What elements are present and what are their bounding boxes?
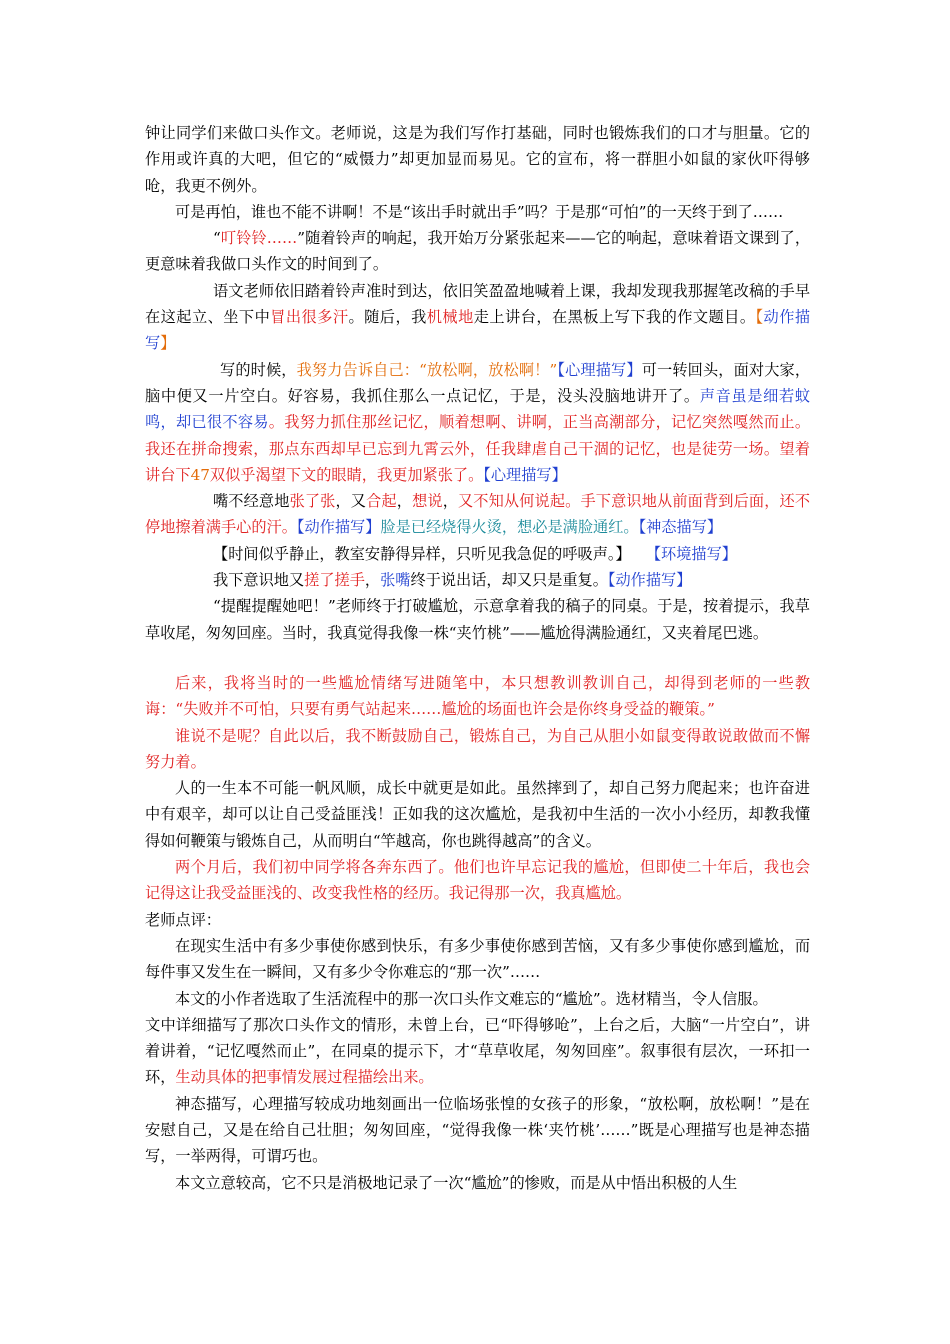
para-intro bbox=[145, 120, 810, 199]
text-segment: 【心理描写】 bbox=[483, 465, 567, 484]
text-segment: 。我努力抓住那丝记忆，顺着想啊、讲啊，正当高潮部分，记忆突然嘎然而止。我还在拼命搜索，那点东西却早已忘到九霄云外，任我肆虐自己干涸的记忆，也是徒劳一场。望着讲台下 bbox=[145, 413, 811, 484]
para-time bbox=[145, 541, 810, 567]
text-segment: 【心理描写】 bbox=[557, 360, 642, 379]
para-comment-1 bbox=[145, 933, 810, 986]
para-comment-4 bbox=[145, 1091, 810, 1170]
para-comment-3 bbox=[145, 1012, 810, 1091]
text-segment: 【环境描写】 bbox=[623, 544, 737, 563]
text-segment: 冒出很多汗 bbox=[270, 308, 349, 327]
text-segment: 本文立意较高，它不只是消极地记录了一次“尴尬”的惨败，而是从中悟出积极的人生 bbox=[175, 1173, 738, 1192]
text-segment: 【动作描写】 bbox=[607, 571, 692, 590]
para-two-months bbox=[145, 854, 810, 907]
text-segment: ”随着铃声的响起，我开始万分紧张起来——它的响起，意味着语文课到了，更意味着我做口头作文的时间到了。 bbox=[145, 229, 811, 274]
text-segment: “ bbox=[213, 229, 221, 248]
para-writing bbox=[145, 357, 810, 488]
text-segment: 钟让同学们来做口头作文。老师说，这是为我们写作打基础，同时也锻炼我们的口才与胆量。它的作用或许真的大吧，但它的“威慑力”却更加显而易见。它的宣布，将一群胆小如鼠的家伙吓得够呛，我更不例外。 bbox=[145, 124, 810, 195]
text-segment: 动作描写 bbox=[145, 308, 811, 353]
para-bell bbox=[145, 225, 810, 278]
para-remind bbox=[145, 593, 810, 646]
text-segment: 双似乎渴望下文的眼睛，我更加紧张了。 bbox=[209, 465, 484, 484]
text-segment: ， bbox=[396, 492, 413, 511]
para-mouth bbox=[145, 488, 810, 541]
text-segment: 机械地 bbox=[426, 308, 474, 327]
essay-page bbox=[145, 120, 810, 1196]
text-segment: 张了张 bbox=[289, 492, 336, 511]
para-comment-5 bbox=[145, 1170, 810, 1196]
para-comment-2 bbox=[145, 986, 810, 1012]
para-rub-hands bbox=[145, 567, 810, 593]
text-segment: 【 bbox=[755, 308, 764, 327]
text-segment: ， bbox=[364, 571, 381, 590]
text-segment: 老师点评： bbox=[145, 910, 221, 929]
text-segment: 语文老师依旧踏着铃声准时到达，依旧笑盈盈地喊着上课，我却发现我那握笔改稿的手早在这起立、坐下中 bbox=[145, 281, 810, 327]
text-segment: 搓了搓手 bbox=[304, 571, 365, 590]
text-segment: 】 bbox=[160, 334, 176, 353]
text-segment: 嘴不经意地 bbox=[213, 492, 290, 511]
text-segment: 后来，我将当时的一些尴尬情绪写进随笔中，本只想教训教训自己，却得到老师的一些教诲：“失败并不可怕，只要有勇气站起来……尴尬的场面也许会是你终身受益的鞭策。” bbox=[145, 673, 810, 719]
text-segment: 我下意识地又 bbox=[213, 571, 305, 590]
text-segment: 本文的小作者选取了生活流程中的那一次口头作文难忘的“尴尬”。选材精当，令人信服。 bbox=[175, 989, 768, 1008]
text-segment: 文中详细描写了那次口头作文的情形，未曾上台，已“吓得够呛”，上台之后，大脑“一片空白”，讲着讲着，“记忆嘎然而止”，在同桌的提示下，才“草草收尾，匆匆回座”。叙事很有层次，一环扣一环， bbox=[145, 1015, 810, 1087]
text-segment: 【动作描写】 bbox=[296, 518, 381, 537]
text-segment: 脸是已经烧得火烫，想必是满脸通红。 bbox=[380, 518, 639, 537]
text-segment: “提醒提醒她吧！”老师终于打破尴尬，示意拿着我的稿子的同桌。于是，按着提示，我草草收尾，匆匆回座。当时，我真觉得我像一株“夹竹桃”——尴尬得满脸通红，又夹着尾巴逃。 bbox=[145, 597, 810, 642]
text-segment: 又不知从何说起。手下意识地从前面背到后面，还不停地擦着满手心的汗。 bbox=[145, 492, 811, 537]
text-segment: 我努力告诉自己：“放松啊，放松啊！” bbox=[296, 360, 558, 379]
text-segment: 可一转回头，面对大家，脑中便又一片空白。好容易，我抓住那么一点记忆，于是，没头没脑地讲开了。 bbox=[145, 360, 811, 405]
text-segment: 想说 bbox=[412, 492, 443, 511]
text-segment: 两个月后，我们初中同学将各奔东西了。他们也许早忘记我的尴尬，但即使二十年后，我也会记得这让我受益匪浅的、改变我性格的经历。我记得那一次，我真尴尬。 bbox=[145, 858, 810, 903]
text-segment: 47 bbox=[190, 465, 210, 484]
text-segment: 【神态描写】 bbox=[638, 518, 723, 537]
para-later bbox=[145, 670, 810, 723]
text-segment: 谁说不是呢？自此以后，我不断鼓励自己，锻炼自己，为自己从胆小如鼠变得敢说敢做而不懈努力着。 bbox=[145, 726, 810, 771]
text-segment: 可是再怕，谁也不能不讲啊！不是“该出手时就出手”吗？于是那“可怕”的一天终于到了…… bbox=[175, 202, 784, 221]
para-who-says bbox=[145, 723, 810, 776]
paragraph-gap bbox=[145, 646, 810, 670]
para-afraid bbox=[145, 199, 810, 225]
para-comment-label bbox=[145, 907, 810, 933]
text-segment: 写的时候， bbox=[220, 360, 297, 379]
para-teacher-arrives bbox=[145, 278, 810, 357]
text-segment: 走上讲台，在黑板上写下我的作文题目。 bbox=[473, 308, 756, 327]
text-segment: 【时间似乎静止，教室安静得异样，只听见我急促的呼吸声。】 bbox=[213, 544, 624, 563]
text-segment: 在现实生活中有多少事使你感到快乐，有多少事使你感到苦恼，又有多少事使你感到尴尬，而每件事又发生在一瞬间，又有多少令你难忘的“那一次”…… bbox=[145, 936, 810, 982]
text-segment: 叮铃铃…… bbox=[220, 229, 298, 248]
para-life bbox=[145, 775, 810, 854]
text-segment: 神态描写，心理描写较成功地刻画出一位临场张惶的女孩子的形象，“放松啊，放松啊！”是在安慰自己，又是在给自己壮胆；匆匆回座，“觉得我像一株‘夹竹桃’……”既是心理描写也是神态描写，一举两得，可谓巧也。 bbox=[145, 1094, 810, 1166]
text-segment: 人的一生本不可能一帆风顺，成长中就更是如此。虽然摔到了，却自己努力爬起来；也许奋进中有艰辛，却可以让自己受益匪浅！正如我的这次尴尬，是我初中生活的一次小小经历，却教我懂得如何鞭策与锻炼自己，从而明白“竿越高，你也跳得越高”的含义。 bbox=[145, 779, 810, 850]
text-segment: 。随后，我 bbox=[348, 308, 427, 327]
text-segment: ，又 bbox=[335, 492, 367, 511]
text-segment: 声音虽是细若蚊鸣，却已很不容易 bbox=[145, 386, 811, 432]
text-segment: 张嘴 bbox=[380, 571, 411, 590]
text-segment: 终于说出话，却又只是重复。 bbox=[410, 571, 608, 590]
text-segment: 生动具体的把事情发展过程描绘出来。 bbox=[175, 1068, 434, 1087]
text-segment: ， bbox=[442, 492, 458, 511]
text-segment: 合起 bbox=[366, 492, 397, 511]
